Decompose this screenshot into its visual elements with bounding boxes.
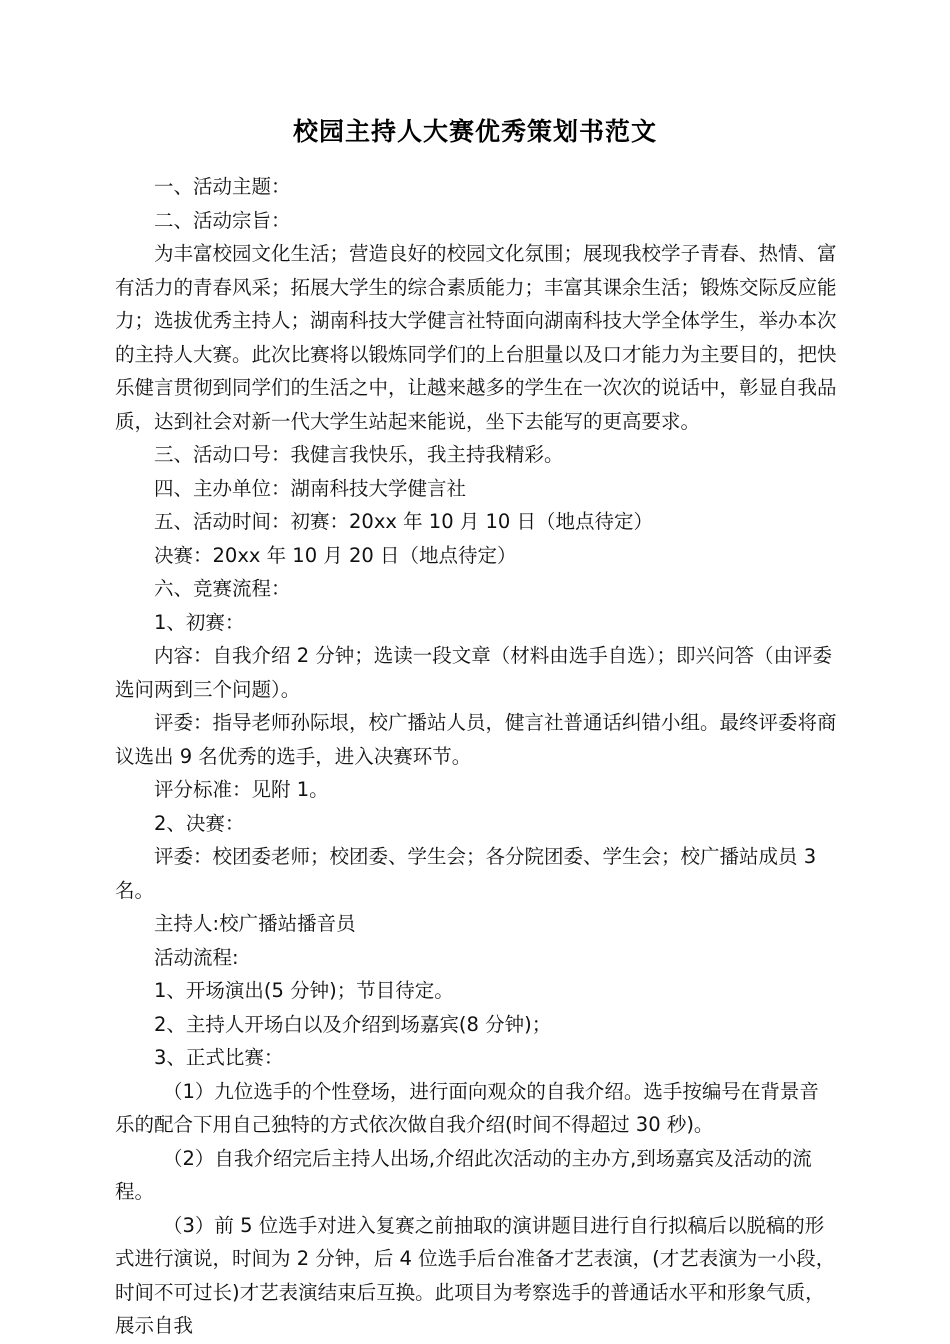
paragraph: （3）前 5 位选手对进入复赛之前抽取的演讲题目进行自行拟稿后以脱稿的形式进行演说，时间为 2 分钟，后 4 位选手后台准备才艺表演，(才艺表演为一小段，时间不可过长)才艺表演结束后互换。此项目为考察选手的普通话水平和形象气质，展示自我 [115,1213,836,1337]
paragraph: 活动流程: [154,945,239,969]
paragraph: 评分标准：见附 1。 [154,778,329,801]
paragraph: 主持人:校广播站播音员 [154,912,356,935]
paragraph: 评委：指导老师孙际垠，校广播站人员，健言社普通话纠错小组。最终评委将商议选出 9 名优秀的选手，进入决赛环节。 [115,711,837,768]
paragraph: 内容：自我介绍 2 分钟；选读一段文章（材料由选手自选）；即兴问答（由评委选问两到三个问题）。 [115,644,833,701]
paragraph: 一、活动主题： [154,175,291,198]
paragraph: 为丰富校园文化生活；营造良好的校园文化氛围；展现我校学子青春、热情、富有活力的青春风采；拓展大学生的综合素质能力；丰富其课余生活；锻炼交际反应能力；选拔优秀主持人；湖南科技大学健言社特面向湖南科技大学全体学生，举办本次的主持人大赛。此次比赛将以锻炼同学们的上台胆量以及口才能力为主要目的，把快乐健言贯彻到同学们的生活之中，让越来越多的学生在一次次的说话中，彰显自我品质，达到社会对新一代大学生站起来能说，坐下去能写的更高要求。 [115,242,837,433]
paragraph: 1、初赛： [154,610,245,634]
paragraph: 3、正式比赛： [154,1046,284,1069]
paragraph: 决赛：20xx 年 10 月 20 日（地点待定） [154,543,517,567]
paragraph: 2、主持人开场白以及介绍到场嘉宾(8 分钟)； [154,1012,552,1036]
paragraph: （1）九位选手的个性登场，进行面向观众的自我介绍。选手按编号在背景音乐的配合下用自己独特的方式依次做自我介绍(时间不得超过 30 秒)。 [115,1079,819,1136]
paragraph: 五、活动时间：初赛：20xx 年 10 月 10 日（地点待定） [154,510,654,533]
paragraph: （2）自我介绍完后主持人出场,介绍此次活动的主办方,到场嘉宾及活动的流程。 [115,1146,812,1203]
paragraph: 评委：校团委老师；校团委、学生会；各分院团委、学生会；校广播站成员 3 名。 [115,845,817,902]
paragraph: 三、活动口号：我健言我快乐，我主持我精彩。 [154,443,564,466]
paragraph: 二、活动宗旨： [154,208,291,232]
document-title: 校园主持人大赛优秀策划书范文 [292,117,657,146]
document-body [115,170,837,1343]
paragraph: 1、开场演出(5 分钟)；节目待定。 [154,979,454,1002]
paragraph: 六、竞赛流程： [154,577,291,600]
paragraph: 2、决赛： [154,811,245,835]
paragraph: 四、主办单位：湖南科技大学健言社 [154,476,467,500]
